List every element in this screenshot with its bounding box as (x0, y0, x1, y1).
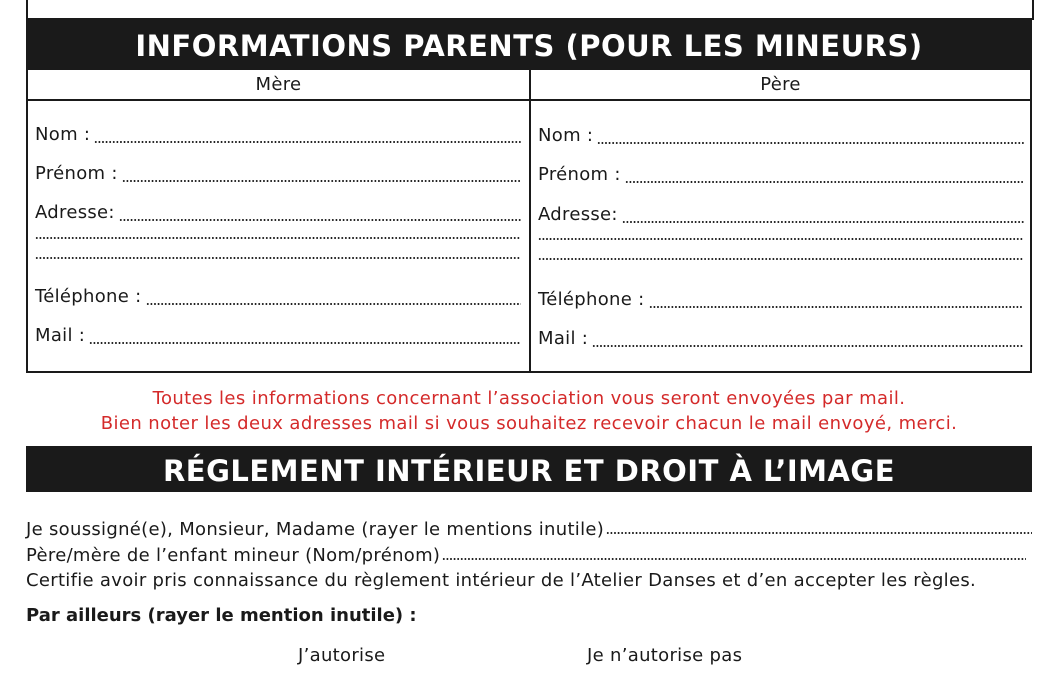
pere-adresse-line-2[interactable] (538, 237, 1024, 241)
pere-mail-label: Mail : (538, 328, 589, 349)
pere-prenom-label: Prénom : (538, 164, 621, 185)
mere-mail-label: Mail : (35, 325, 86, 346)
certifie-label: Certifie avoir pris connaissance du règlement intérieur de l’Atelier Danses et d’en accepter les règles. (26, 570, 977, 591)
pere-nom-label: Nom : (538, 125, 594, 146)
pere-telephone-field[interactable] (538, 289, 1022, 313)
soussigne-field[interactable] (26, 519, 1032, 540)
certifie-text (26, 570, 1032, 591)
mere-adresse-line-2[interactable] (35, 236, 521, 240)
parent-of-label: Père/mère de l’enfant mineur (Nom/prénom) (26, 545, 441, 566)
mere-adresse-label: Adresse: (35, 202, 115, 223)
pere-prenom-field[interactable] (538, 164, 1024, 188)
mere-adresse-line-3[interactable] (35, 256, 521, 260)
mere-nom-label: Nom : (35, 124, 91, 145)
mere-prenom-label: Prénom : (35, 163, 118, 184)
previous-section-box (26, 0, 1034, 20)
mere-telephone-field[interactable] (35, 286, 521, 310)
pere-adresse-field[interactable] (538, 204, 1024, 228)
pere-telephone-label: Téléphone : (538, 289, 645, 310)
pere-mail-field[interactable] (538, 328, 1024, 352)
mere-mail-field[interactable] (35, 325, 521, 349)
mere-adresse-field[interactable] (35, 202, 521, 226)
column-divider (529, 70, 531, 371)
mere-column-heading: Mère (255, 74, 302, 95)
choice-n-autorise-pas[interactable]: Je n’autorise pas (587, 645, 743, 666)
mere-nom-field[interactable] (35, 124, 521, 148)
choice-autorise[interactable]: J’autorise (298, 645, 386, 666)
pere-column-heading: Père (760, 74, 801, 95)
notice-line-1: Toutes les informations concernant l’association vous seront envoyées par mail. (152, 388, 906, 409)
reglement-section-title: RÉGLEMENT INTÉRIEUR ET DROIT À L’IMAGE (26, 446, 1032, 492)
mere-prenom-field[interactable] (35, 163, 521, 187)
mere-telephone-label: Téléphone : (35, 286, 142, 307)
par-ailleurs-label: Par ailleurs (rayer le mention inutile) : (26, 605, 417, 626)
pere-adresse-line-3[interactable] (538, 257, 1024, 261)
parents-table (26, 70, 1032, 373)
parent-of-field[interactable] (26, 545, 1026, 566)
pere-adresse-label: Adresse: (538, 204, 618, 225)
parents-section-title: INFORMATIONS PARENTS (POUR LES MINEURS) (26, 20, 1032, 70)
pere-nom-field[interactable] (538, 125, 1024, 149)
soussigne-label: Je soussigné(e), Monsieur, Madame (rayer le mentions inutile) (26, 519, 605, 540)
notice-line-2: Bien noter les deux adresses mail si vous souhaitez recevoir chacun le mail envoyé, merci. (100, 413, 958, 434)
